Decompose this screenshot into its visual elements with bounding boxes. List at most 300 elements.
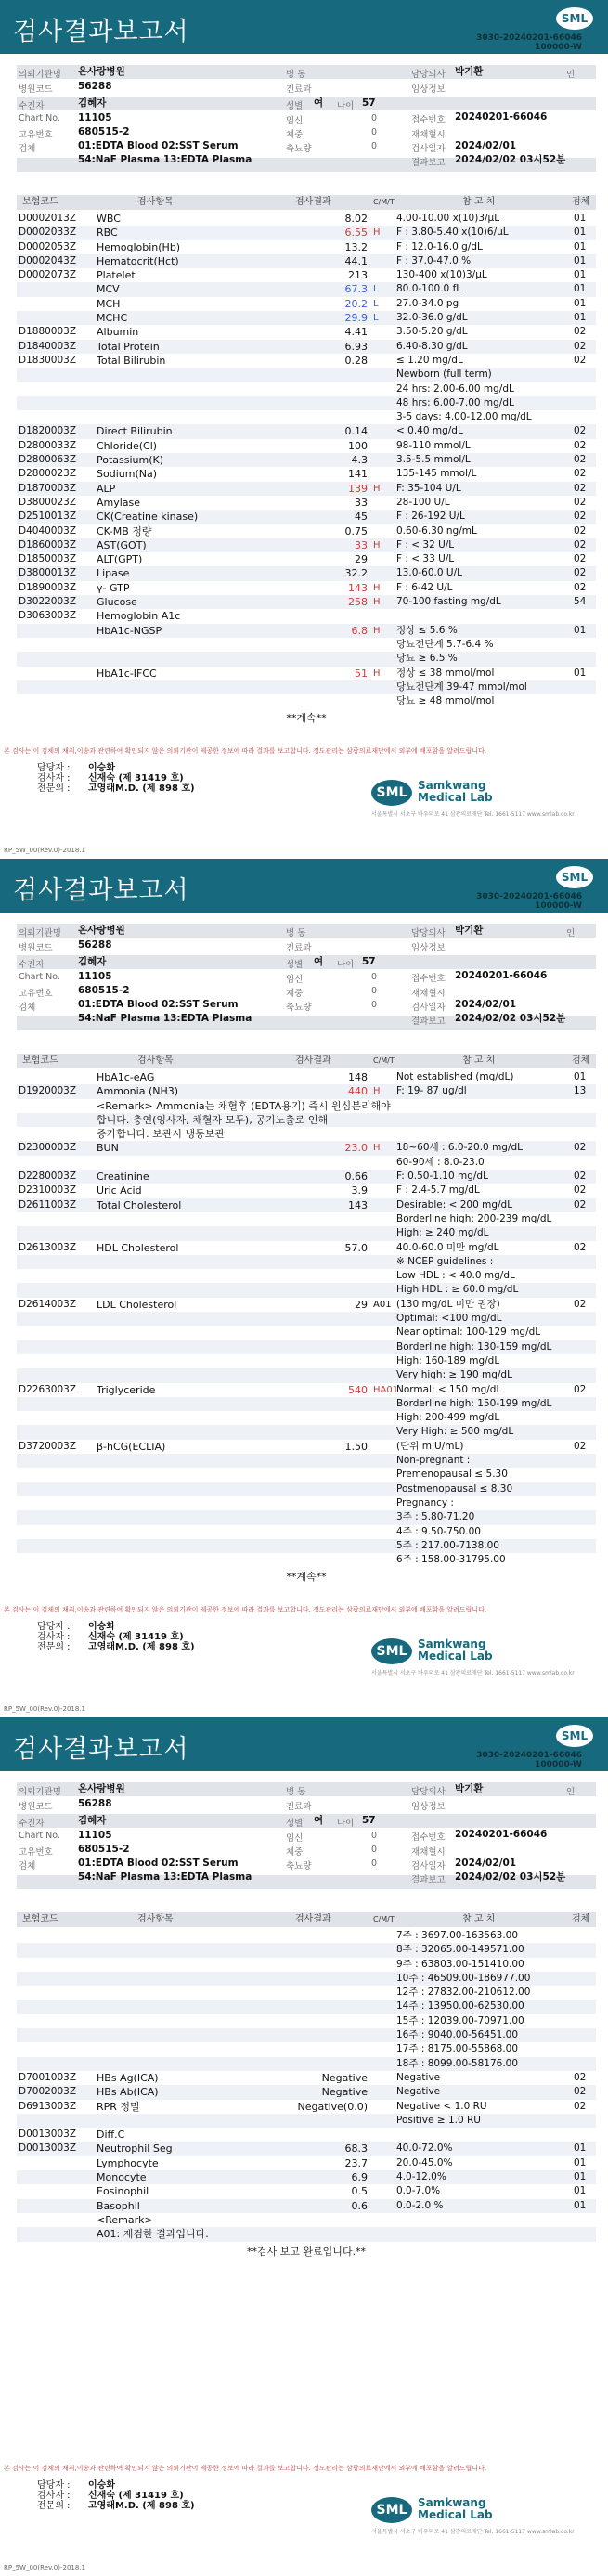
row-reference: (130 mg/dL 미만 권장): [396, 1298, 500, 1310]
weight-value: 0: [371, 127, 378, 137]
hospital-code: 56288: [78, 1798, 112, 1809]
table-row: [17, 1454, 596, 1468]
row-insurance-code: D6913003Z: [19, 2100, 77, 2112]
row-reference: Borderline high: 150-199 mg/dL: [396, 1397, 552, 1409]
patient-info: [17, 924, 596, 1035]
row-reference: (단위 mIU/mL): [396, 1440, 464, 1452]
row-flag: H: [373, 597, 381, 608]
label-pregnant: 임신: [286, 1833, 304, 1844]
row-reference: Borderline high: 130-159 mg/dL: [396, 1340, 552, 1353]
row-test-name: Total Cholesterol: [97, 1198, 182, 1211]
row-reference: 18주 : 8099.00-58176.00: [396, 2057, 519, 2069]
report-page: [0, 0, 608, 859]
table-row: [17, 566, 596, 580]
label-test-date: 검사일자: [411, 1003, 446, 1013]
lab-address: 서울특별시 서초구 바우뫼로 41 삼광의료재단 Tel. 1661-5117 www.smlab.co.kr: [371, 1670, 575, 1676]
row-flag: H: [373, 539, 381, 550]
table-row: [17, 1326, 596, 1340]
report-title: 검사결과보고서: [13, 1735, 189, 1764]
report-code: [476, 33, 582, 52]
doctor-name: 박기환: [455, 1783, 484, 1794]
col-result: 검사결과: [295, 197, 331, 207]
row-insurance-code: D2263003Z: [19, 1383, 77, 1395]
row-specimen: 01: [574, 624, 587, 636]
row-reference: 18~60세 : 6.0-20.0 mg/dL: [396, 1142, 524, 1154]
row-reference: ≤ 1.20 mg/dL: [396, 354, 463, 366]
row-reference: 15주 : 12039.00-70971.00: [396, 2014, 524, 2026]
label-reporter: 담당자 :: [37, 763, 71, 773]
sml-mark-icon: SML: [371, 780, 412, 806]
footer-staff: [37, 763, 195, 794]
row-test-name: CK-MB 정량: [97, 524, 152, 537]
row-test-name: Albumin: [97, 326, 139, 339]
label-receipt: 접수번호: [411, 115, 446, 125]
row-specimen: 01: [574, 312, 587, 324]
table-row: [17, 2085, 596, 2099]
row-reference: < 0.40 mg/dL: [396, 425, 463, 437]
table-row: [17, 667, 596, 680]
table-row: [17, 1283, 596, 1297]
doctor-name: 박기환: [455, 925, 484, 936]
label-institution: 의뢰기관명: [19, 928, 61, 938]
label-department: 진료과: [286, 84, 312, 95]
row-reference: Premenopausal ≤ 5.30: [396, 1469, 508, 1481]
row-specimen: 02: [574, 454, 587, 466]
weight-value: 0: [371, 1845, 378, 1855]
row-insurance-code: D3800013Z: [19, 567, 77, 579]
report-date: 2024/02/02 03시52분: [455, 1013, 566, 1024]
row-specimen: 01: [574, 2156, 587, 2168]
lab-name-line2: Medical Lab: [418, 791, 493, 804]
row-reference: Negative < 1.0 RU: [396, 2100, 487, 2112]
label-age: 나이: [337, 960, 355, 970]
row-reference: Near optimal: 100-129 mg/dL: [396, 1327, 541, 1339]
row-reference: Postmenopausal ≤ 8.30: [396, 1482, 513, 1495]
label-examiner: 검사자 :: [37, 1632, 71, 1642]
footer-staff: [37, 1622, 195, 1652]
urine-value: 0: [371, 141, 378, 151]
row-reference: F : 37.0-47.0 %: [396, 254, 472, 266]
chart-no: 11105: [78, 1830, 112, 1841]
row-result: 33: [355, 496, 368, 509]
row-insurance-code: D0002013Z: [19, 213, 77, 224]
label-urine: 축뇨량: [286, 1861, 312, 1871]
lab-name: [418, 2497, 493, 2521]
footer-staff: [37, 2480, 195, 2511]
row-reference: 16주 : 9040.00-56451.00: [396, 2029, 519, 2041]
label-examiner: 검사자 :: [37, 2491, 71, 2501]
row-test-name: CK(Creatine kinase): [97, 511, 199, 524]
table-row: [17, 581, 596, 595]
row-reference: F: 0.50-1.10 mg/dL: [396, 1171, 488, 1183]
specimen-line1: 01:EDTA Blood 02:SST Serum: [78, 140, 239, 151]
row-result: 143: [348, 1198, 368, 1211]
samkwang-logo: [371, 778, 575, 818]
footer-note: 본 검사는 이 검체의 채취,이송과 관련하여 확인되지 않은 의뢰기관이 제공한 정보에 따라 결과를 보고합니다. 정도관리는 삼광의료재단에서 외부에 배포함을 알려드립니다.: [4, 2465, 487, 2472]
table-row: [17, 1226, 596, 1240]
row-result: 6.9: [351, 2171, 368, 2184]
label-report-date: 결과보고: [411, 1016, 446, 1027]
table-row: [17, 2114, 596, 2128]
row-reference: 3.50-5.20 g/dL: [396, 326, 468, 338]
pregnant-value: 0: [371, 972, 378, 982]
row-result: 1.50: [344, 1440, 368, 1453]
col-specimen: 검체: [572, 1914, 590, 1924]
table-row: [17, 2128, 596, 2142]
row-reference: 32.0-36.0 g/dL: [396, 312, 468, 324]
table-row: [17, 1539, 596, 1553]
label-age: 나이: [337, 101, 355, 111]
table-row: [17, 424, 596, 438]
label-clinical: 임상정보: [411, 1802, 446, 1812]
row-result: 67.3: [344, 283, 368, 296]
row-reference: 135-145 mmol/L: [396, 468, 477, 480]
row-specimen: 13: [574, 1085, 587, 1097]
form-id: RP_5W_00(Rev.0)-2018.1: [4, 2564, 85, 2571]
col-insurance-code: 보험코드: [22, 197, 58, 207]
table-row: [17, 1084, 596, 1098]
table-row: [17, 1170, 596, 1184]
row-insurance-code: D1820003Z: [19, 425, 77, 437]
table-row: [17, 410, 596, 424]
row-flag: A01: [373, 1299, 392, 1310]
table-row: [17, 1397, 596, 1411]
row-specimen: 02: [574, 511, 587, 523]
row-reference: 24 hrs: 2.00-6.00 mg/dL: [396, 382, 514, 395]
row-specimen: 01: [574, 269, 587, 281]
row-test-name: Monocyte: [97, 2171, 147, 2184]
row-specimen: 02: [574, 1184, 587, 1197]
row-insurance-code: D1860003Z: [19, 538, 77, 550]
row-reference: Non-pregnant :: [396, 1455, 471, 1467]
row-reference: 130-400 x(10)3/μL: [396, 269, 487, 281]
col-cmt: C/M/T: [373, 1056, 395, 1065]
row-test-name: β-hCG(ECLIA): [97, 1440, 166, 1453]
row-insurance-code: D3720003Z: [19, 1440, 77, 1452]
row-specimen: 02: [574, 326, 587, 338]
table-row: [17, 2227, 596, 2241]
row-reference: F : 26-192 U/L: [396, 511, 465, 523]
table-row: [17, 212, 596, 226]
uid: 680515-2: [78, 1844, 130, 1855]
uid: 680515-2: [78, 126, 130, 137]
row-test-name: WBC: [97, 213, 121, 225]
table-row: [17, 1099, 596, 1113]
table-row: [17, 694, 596, 708]
specialist-name: 고영래M.D. (제 898 호): [88, 1642, 195, 1652]
row-insurance-code: D1870003Z: [19, 482, 77, 494]
table-row: [17, 439, 596, 453]
row-insurance-code: D3800023Z: [19, 496, 77, 508]
row-result: 6.93: [344, 340, 368, 353]
row-insurance-code: D7001003Z: [19, 2071, 77, 2083]
row-reference: 당뇨 ≥ 6.5 %: [396, 653, 458, 665]
col-test-name: 검사항목: [137, 1055, 174, 1066]
row-reference: 당뇨전단계 39-47 mmol/mol: [396, 680, 527, 693]
row-reference: High: 200-499 mg/dL: [396, 1412, 500, 1424]
row-reference: 14주 : 13950.00-62530.00: [396, 2000, 524, 2013]
table-row: [17, 226, 596, 239]
row-specimen: 02: [574, 1171, 587, 1183]
row-result: 143: [348, 581, 368, 594]
test-date: 2024/02/01: [455, 1858, 517, 1869]
lab-name-line2: Medical Lab: [418, 1650, 493, 1663]
sml-mark-icon: SML: [371, 2497, 412, 2523]
label-report-date: 결과보고: [411, 1875, 446, 1885]
table-row: [17, 325, 596, 339]
row-result: 23.0: [344, 1142, 368, 1155]
specimen-line1: 01:EDTA Blood 02:SST Serum: [78, 999, 239, 1010]
col-reference: 참 고 치: [462, 197, 496, 207]
table-row: [17, 2000, 596, 2013]
table-row: [17, 1383, 596, 1397]
row-result: Negative: [321, 2086, 368, 2099]
label-ward: 병 동: [286, 928, 306, 938]
specimen-line2: 54:NaF Plasma 13:EDTA Plasma: [78, 1013, 252, 1024]
row-insurance-code: D0013003Z: [19, 2129, 77, 2141]
label-seal: 인: [566, 1787, 576, 1797]
label-reporter: 담당자 :: [37, 1622, 71, 1632]
label-age: 나이: [337, 1819, 355, 1829]
age: 57: [362, 97, 376, 109]
row-reference: F : 2.4-5.7 mg/dL: [396, 1184, 480, 1197]
row-insurance-code: D1880003Z: [19, 326, 77, 338]
row-test-name: Diff.C: [97, 2129, 125, 2142]
continuation-note: **계속**: [286, 1571, 327, 1584]
row-insurance-code: D2800033Z: [19, 439, 77, 451]
row-result: 0.28: [344, 354, 368, 367]
col-specimen: 검체: [572, 197, 590, 207]
row-specimen: 01: [574, 667, 587, 679]
weight-value: 0: [371, 986, 378, 996]
row-result: 258: [348, 596, 368, 609]
label-urine: 축뇨량: [286, 1003, 312, 1013]
table-row: [17, 1943, 596, 1957]
table-row: [17, 1298, 596, 1312]
row-insurance-code: D4040003Z: [19, 524, 77, 537]
table-row: [17, 1340, 596, 1354]
table-row: [17, 1468, 596, 1482]
test-date: 2024/02/01: [455, 999, 517, 1010]
table-row: [17, 1440, 596, 1454]
row-insurance-code: D2280003Z: [19, 1171, 77, 1183]
hospital-code: 56288: [78, 939, 112, 951]
label-doctor: 담당의사: [411, 1787, 446, 1797]
table-row: [17, 1070, 596, 1084]
recipient-name: 김혜자: [78, 956, 107, 967]
examiner-name: 신재숙 (제 31419 호): [88, 1632, 184, 1642]
sml-logo-icon: SML: [556, 1725, 593, 1747]
row-result: 540: [348, 1383, 368, 1396]
label-ward: 병 동: [286, 1787, 306, 1797]
table-row: [17, 482, 596, 496]
lab-address: 서울특별시 서초구 바우뫼로 41 삼광의료재단 Tel. 1661-5117 www.smlab.co.kr: [371, 811, 575, 818]
row-insurance-code: D0002073Z: [19, 269, 77, 281]
row-specimen: 01: [574, 240, 587, 252]
table-row: [17, 496, 596, 510]
row-reference: 13.0-60.0 U/L: [396, 567, 462, 579]
row-reference: 40.0-60.0 미만 mg/dL: [396, 1241, 499, 1253]
label-receipt: 접수번호: [411, 1832, 446, 1843]
row-reference: F : 6-42 U/L: [396, 581, 453, 593]
row-reference: 3.5-5.5 mmol/L: [396, 454, 471, 466]
row-test-name: HBs Ag(ICA): [97, 2071, 159, 2084]
row-specimen: 02: [574, 1142, 587, 1154]
label-department: 진료과: [286, 1802, 312, 1812]
specialist-name: 고영래M.D. (제 898 호): [88, 783, 195, 794]
table-row: [17, 340, 596, 354]
row-reference: F : 3.80-5.40 x(10)6/μL: [396, 227, 509, 239]
row-reference: 28-100 U/L: [396, 496, 450, 508]
table-row: [17, 1354, 596, 1368]
examiner-name: 신재숙 (제 31419 호): [88, 2491, 184, 2501]
row-flag: H: [373, 1143, 381, 1154]
table-row: [17, 1482, 596, 1496]
row-flag: L: [373, 298, 379, 309]
age: 57: [362, 956, 376, 967]
label-weight: 체중: [286, 1847, 304, 1858]
row-flag: H: [373, 582, 381, 593]
row-test-name: Amylase: [97, 496, 141, 509]
row-test-name: Potassium(K): [97, 454, 164, 467]
col-cmt: C/M/T: [373, 198, 395, 206]
row-reference: 0.0-2.0 %: [396, 2199, 444, 2211]
row-test-name: Total Bilirubin: [97, 354, 166, 367]
table-row: [17, 2170, 596, 2184]
sex: 여: [314, 956, 324, 967]
table-row: [17, 368, 596, 382]
label-resample: 재채혈시: [411, 1847, 446, 1858]
row-insurance-code: D3022003Z: [19, 596, 77, 608]
row-insurance-code: D2300003Z: [19, 1142, 77, 1154]
table-row: [17, 2156, 596, 2170]
label-seal: 인: [566, 70, 576, 80]
pregnant-value: 0: [371, 113, 378, 123]
label-specialist: 전문의 :: [37, 1642, 71, 1652]
row-reference: F : < 33 U/L: [396, 553, 455, 565]
report-title: 검사결과보고서: [13, 876, 189, 905]
row-test-name: Hemoglobin(Hb): [97, 240, 181, 253]
row-specimen: 02: [574, 468, 587, 480]
report-code-line1: 3030-20240201-66046: [476, 33, 582, 43]
row-test-name: Neutrophil Seg: [97, 2142, 173, 2155]
row-specimen: 02: [574, 1440, 587, 1452]
report-code-line2: 100000-W: [535, 901, 582, 911]
row-result: 3.9: [351, 1184, 368, 1197]
row-reference: 80.0-100.0 fL: [396, 283, 462, 295]
table-row: [17, 638, 596, 652]
patient-info: [17, 65, 596, 176]
row-test-name: A01: 재검한 결과입니다.: [97, 2228, 209, 2241]
row-flag: H: [373, 1086, 381, 1097]
test-date: 2024/02/01: [455, 140, 517, 151]
recipient-name: 김혜자: [78, 1815, 107, 1826]
row-result: 440: [348, 1085, 368, 1098]
row-result: 44.1: [344, 254, 368, 267]
row-test-name: Lipase: [97, 567, 130, 580]
row-reference: Pregnancy :: [396, 1496, 454, 1508]
table-row: [17, 1368, 596, 1382]
table-row: [17, 282, 596, 296]
receipt-no: 20240201-66046: [455, 1829, 548, 1840]
row-reference: Borderline high: 200-239 mg/dL: [396, 1212, 552, 1224]
sex: 여: [314, 97, 324, 109]
label-clinical: 임상정보: [411, 943, 446, 953]
row-insurance-code: D2614003Z: [19, 1298, 77, 1310]
row-insurance-code: D0002033Z: [19, 227, 77, 239]
examiner-name: 신재숙 (제 31419 호): [88, 773, 184, 783]
col-test-name: 검사항목: [137, 1914, 174, 1924]
lab-name-line1: Samkwang: [418, 779, 486, 792]
table-row: [17, 1127, 596, 1141]
row-specimen: 01: [574, 2185, 587, 2197]
row-result: 0.6: [351, 2199, 368, 2212]
row-specimen: 01: [574, 283, 587, 295]
row-result: 32.2: [344, 567, 368, 580]
label-pregnant: 임신: [286, 116, 304, 126]
row-insurance-code: D0002053Z: [19, 240, 77, 252]
table-row: [17, 2014, 596, 2028]
row-flag: HA01: [373, 1384, 399, 1395]
table-row: [17, 2071, 596, 2085]
label-chart: Chart No.: [19, 113, 60, 123]
row-specimen: 01: [574, 2142, 587, 2155]
samkwang-logo: [371, 2495, 575, 2535]
row-reference: Negative: [396, 2071, 441, 2083]
table-row: [17, 2100, 596, 2114]
lab-name: [418, 1638, 493, 1663]
table-row: [17, 467, 596, 481]
row-result: Negative(0.0): [297, 2100, 368, 2113]
row-insurance-code: D1850003Z: [19, 553, 77, 565]
row-result: 20.2: [344, 297, 368, 310]
row-test-name: 증가합니다. 보관시 냉동보관: [97, 1128, 226, 1141]
row-result: Negative: [321, 2071, 368, 2084]
col-result: 검사결과: [295, 1914, 331, 1924]
row-specimen: 02: [574, 2071, 587, 2083]
table-row: [17, 2199, 596, 2213]
row-test-name: Hemoglobin A1c: [97, 610, 181, 623]
row-test-name: HbA1c-IFCC: [97, 667, 157, 680]
row-reference: 12주 : 27832.00-210612.00: [396, 1987, 531, 1999]
row-flag: H: [373, 667, 381, 679]
form-id: RP_5W_00(Rev.0)-2018.1: [4, 847, 85, 854]
row-reference: Low HDL : < 40.0 mg/dL: [396, 1270, 515, 1282]
lab-name: [418, 780, 493, 804]
table-row: [17, 354, 596, 368]
report-header: [0, 859, 608, 913]
row-specimen: 02: [574, 2100, 587, 2112]
table-row: [17, 2028, 596, 2042]
row-reference: 17주 : 8175.00-55868.00: [396, 2043, 519, 2055]
report-date: 2024/02/02 03시52분: [455, 154, 566, 165]
row-flag: H: [373, 483, 381, 494]
row-test-name: MCH: [97, 297, 121, 310]
sml-logo-icon: SML: [556, 866, 593, 888]
row-reference: 당뇨전단계 5.7-6.4 %: [396, 638, 494, 650]
row-specimen: 01: [574, 1071, 587, 1082]
row-reference: 4.00-10.00 x(10)3/μL: [396, 213, 500, 224]
table-row: [17, 1184, 596, 1197]
sml-logo-icon: SML: [556, 7, 593, 30]
row-insurance-code: D1840003Z: [19, 340, 77, 352]
table-row: [17, 1113, 596, 1127]
table-row: [17, 552, 596, 566]
table-row: [17, 453, 596, 467]
report-code-line2: 100000-W: [535, 43, 582, 52]
row-reference: 4.0-12.0%: [396, 2171, 446, 2183]
table-row: [17, 1972, 596, 1986]
